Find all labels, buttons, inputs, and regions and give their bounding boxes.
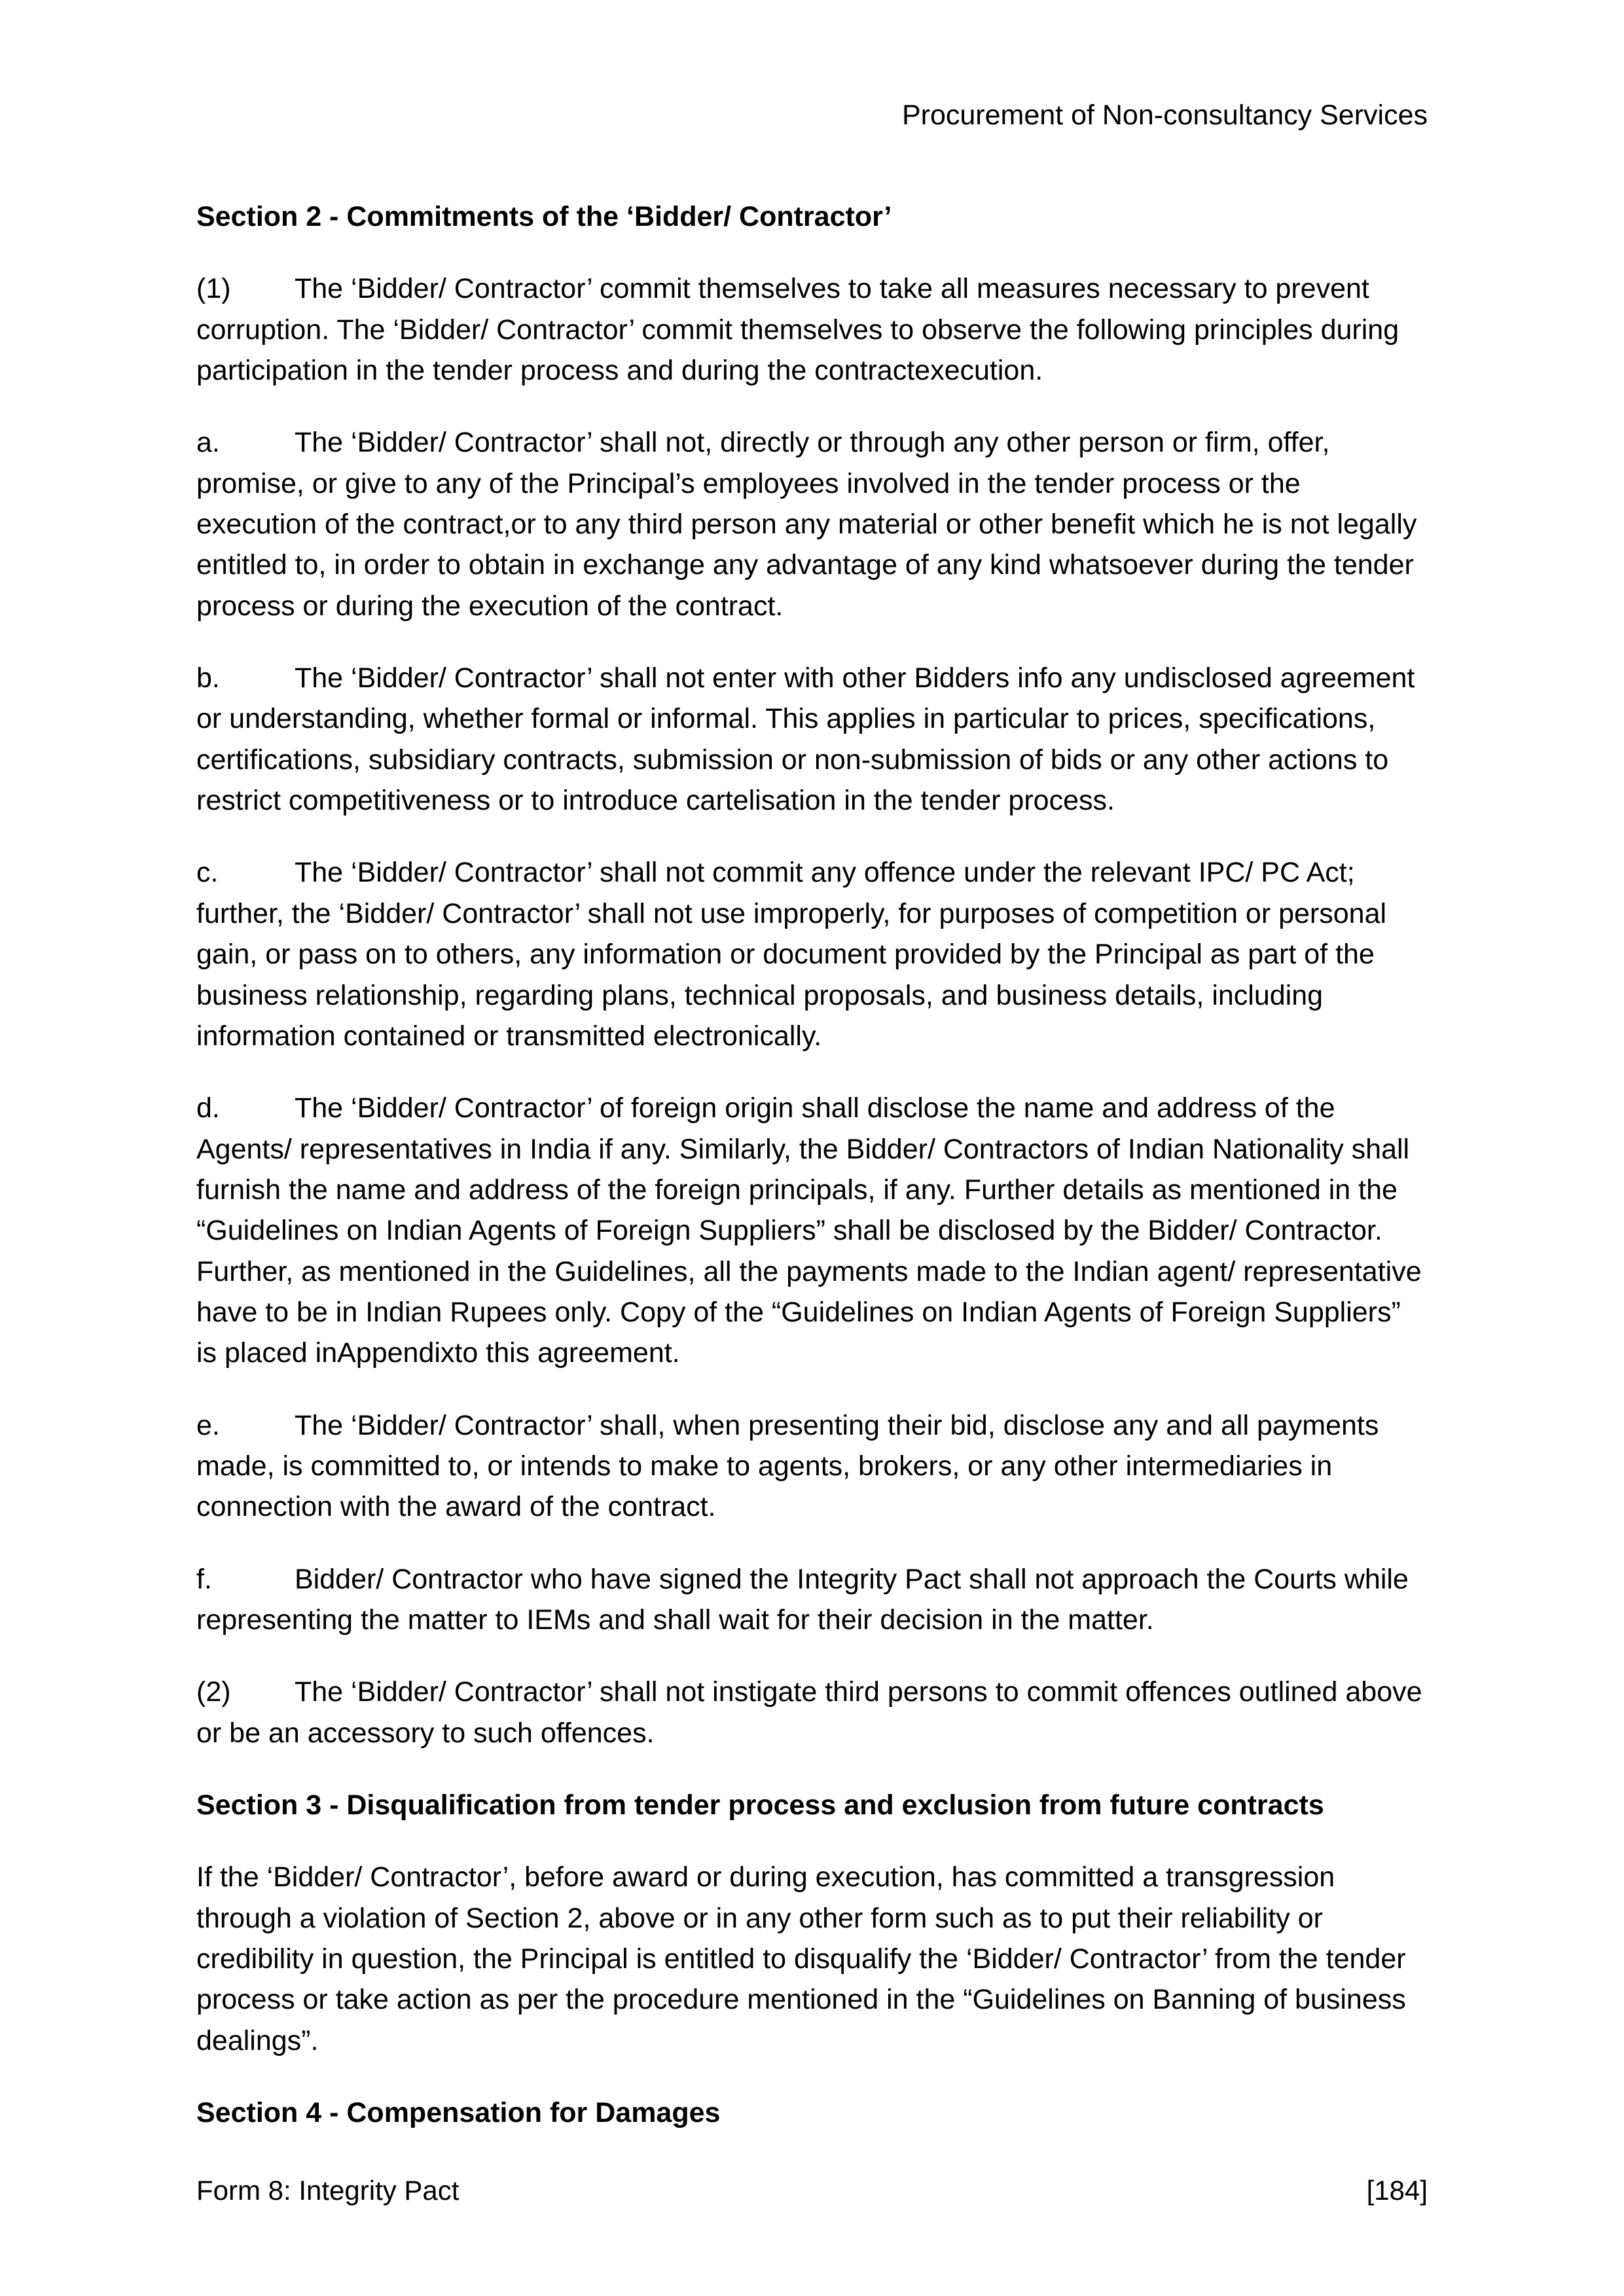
paragraph-e-text: The ‘Bidder/ Contractor’ shall, when presenting their bid, disclose any and all payments made, is committed to, or intends to make to agents, brokers, or any other intermediaries in connection with the award of the contract. xyxy=(196,1409,1379,1523)
page-header xyxy=(196,95,1428,135)
paragraph-f-text: Bidder/ Contractor who have signed the Integrity Pact shall not approach the Courts while representing the matter to IEMs and shall wait for their decision in the matter. xyxy=(196,1563,1409,1636)
paragraph-c-label: c. xyxy=(196,857,219,889)
paragraph-d xyxy=(196,1088,1428,1373)
paragraph-b-text: The ‘Bidder/ Contractor’ shall not enter with other Bidders info any undisclosed agreement or understanding, whether formal or informal. This applies in particular to prices, specifications, certifications, subsidiary contracts, submission or non-submission of bids or any other actions to restrict competitiveness or to introduce cartelisation in the tender process. xyxy=(196,662,1415,817)
paragraph-b-label: b. xyxy=(196,662,220,694)
section-4-heading: Section 4 - Compensation for Damages xyxy=(196,2097,721,2129)
paragraph-c xyxy=(196,852,1428,1056)
paragraph-a-label: a. xyxy=(196,427,220,459)
paragraph-d-label: d. xyxy=(196,1092,220,1124)
paragraph-e xyxy=(196,1405,1428,1528)
paragraph-f xyxy=(196,1559,1428,1641)
header-text: Procurement of Non-consultancy Services xyxy=(901,99,1428,131)
paragraph-d-text: The ‘Bidder/ Contractor’ of foreign origin shall disclose the name and address of the Agents/ representatives in India if any. Similarly, the Bidder/ Contractors of Indian Nationality shall furnish the name and address of the foreign principals, if any. Further details as mentioned in the “Guidelines on Indian Agents of Foreign Suppliers” shall be disclosed by the Bidder/ Contractor. Further, as mentioned in the Guidelines, all the payments made to the Indian agent/ representative have to be in Indian Rupees only. Copy of the “Guidelines on Indian Agents of Foreign Suppliers” is placed inAppendixto this agreement. xyxy=(196,1092,1422,1369)
page-footer xyxy=(196,2171,1428,2211)
paragraph-f-label: f. xyxy=(196,1563,212,1595)
section-2-heading: Section 2 - Commitments of the ‘Bidder/ Contractor’ xyxy=(196,201,892,232)
section-3-heading: Section 3 - Disqualification from tender process and exclusion from future contracts xyxy=(196,1789,1324,1821)
paragraph-1-label: (1) xyxy=(196,273,231,305)
section-3-paragraph: If the ‘Bidder/ Contractor’, before award or during execution, has committed a transgression through a violation of Section 2, above or in any other form such as to put their reliability or credibility in question, the Principal is entitled to disqualify the ‘Bidder/ Contractor’ from the tender process or take action as per the procedure mentioned in the “Guidelines on Banning of business dealings”. xyxy=(196,1861,1406,2056)
paragraph-e-label: e. xyxy=(196,1409,220,1441)
footer-page-number: [184] xyxy=(1366,2175,1428,2206)
paragraph-1-text: The ‘Bidder/ Contractor’ commit themselves to take all measures necessary to prevent corruption. The ‘Bidder/ Contractor’ commit themselves to observe the following principles during participation in the tender process and during the contractexecution. xyxy=(196,273,1399,387)
paragraph-2-label: (2) xyxy=(196,1676,231,1708)
paragraph-a xyxy=(196,422,1428,626)
paragraph-2-text: The ‘Bidder/ Contractor’ shall not instigate third persons to commit offences outlined above or be an accessory to such offences. xyxy=(196,1676,1422,1749)
paragraph-c-text: The ‘Bidder/ Contractor’ shall not commit any offence under the relevant IPC/ PC Act; further, the ‘Bidder/ Contractor’ shall not use improperly, for purposes of competition or personal gain, or pass on to others, any information or document provided by the Principal as part of the business relationship, regarding plans, technical proposals, and business details, including information contained or transmitted electronically. xyxy=(196,857,1387,1052)
paragraph-a-text: The ‘Bidder/ Contractor’ shall not, directly or through any other person or firm, offer, promise, or give to any of the Principal’s employees involved in the tender process or the execution of the contract,or to any third person any material or other benefit which he is not legally entitled to, in order to obtain in exchange any advantage of any kind whatsoever during the tender process or during the execution of the contract. xyxy=(196,427,1417,622)
paragraph-2 xyxy=(196,1672,1428,1753)
paragraph-b xyxy=(196,658,1428,821)
footer-document-title: Form 8: Integrity Pact xyxy=(196,2175,460,2206)
document-body xyxy=(196,196,1428,2164)
paragraph-1 xyxy=(196,268,1428,391)
